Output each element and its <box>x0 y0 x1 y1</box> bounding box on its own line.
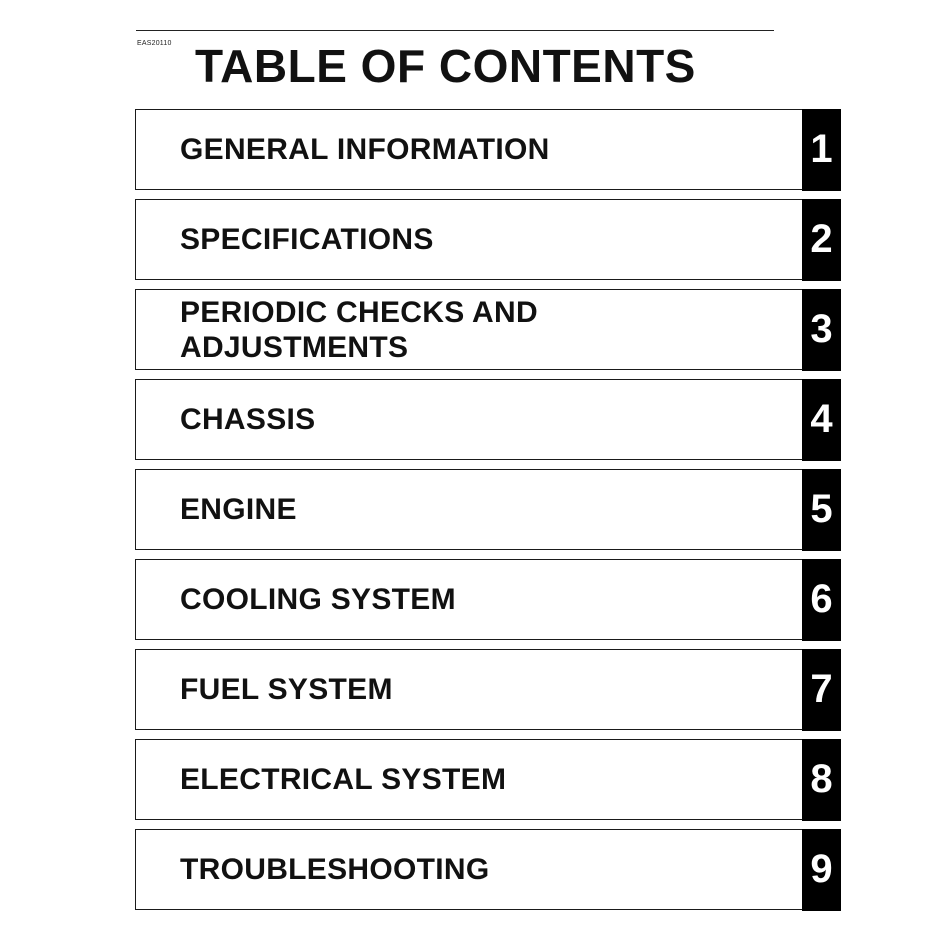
chapter-tab[interactable]: 4 <box>802 379 841 461</box>
chapter-tab[interactable]: 7 <box>802 649 841 731</box>
toc-entry-label: PERIODIC CHECKS AND ADJUSTMENTS <box>180 295 538 364</box>
toc-entry-fuel-system[interactable] <box>135 649 841 730</box>
table-of-contents <box>135 109 841 919</box>
toc-entry-label: TROUBLESHOOTING <box>180 853 490 886</box>
toc-entry-label: CHASSIS <box>180 403 316 436</box>
chapter-tab[interactable]: 8 <box>802 739 841 821</box>
toc-entry-label: FUEL SYSTEM <box>180 673 393 706</box>
toc-entry-label: ELECTRICAL SYSTEM <box>180 763 507 796</box>
toc-entry-engine[interactable] <box>135 469 841 550</box>
chapter-tab[interactable]: 2 <box>802 199 841 281</box>
toc-entry-specifications[interactable] <box>135 199 841 280</box>
toc-entry-troubleshooting[interactable] <box>135 829 841 910</box>
chapter-tab[interactable]: 1 <box>802 109 841 191</box>
header-rule <box>136 30 774 31</box>
toc-entry-electrical-system[interactable] <box>135 739 841 820</box>
toc-entry-periodic-checks[interactable] <box>135 289 841 370</box>
toc-entry-label: COOLING SYSTEM <box>180 583 456 616</box>
toc-entry-label: SPECIFICATIONS <box>180 223 434 256</box>
toc-entry-cooling-system[interactable] <box>135 559 841 640</box>
chapter-tab[interactable]: 3 <box>802 289 841 371</box>
chapter-tab[interactable]: 5 <box>802 469 841 551</box>
chapter-tab[interactable]: 6 <box>802 559 841 641</box>
toc-entry-label: ENGINE <box>180 493 297 526</box>
toc-entry-chassis[interactable] <box>135 379 841 460</box>
toc-entry-general-information[interactable] <box>135 109 841 190</box>
page-title: TABLE OF CONTENTS <box>195 40 696 92</box>
document-code: EAS20110 <box>137 40 172 47</box>
toc-entry-label: GENERAL INFORMATION <box>180 133 550 166</box>
chapter-tab[interactable]: 9 <box>802 829 841 911</box>
